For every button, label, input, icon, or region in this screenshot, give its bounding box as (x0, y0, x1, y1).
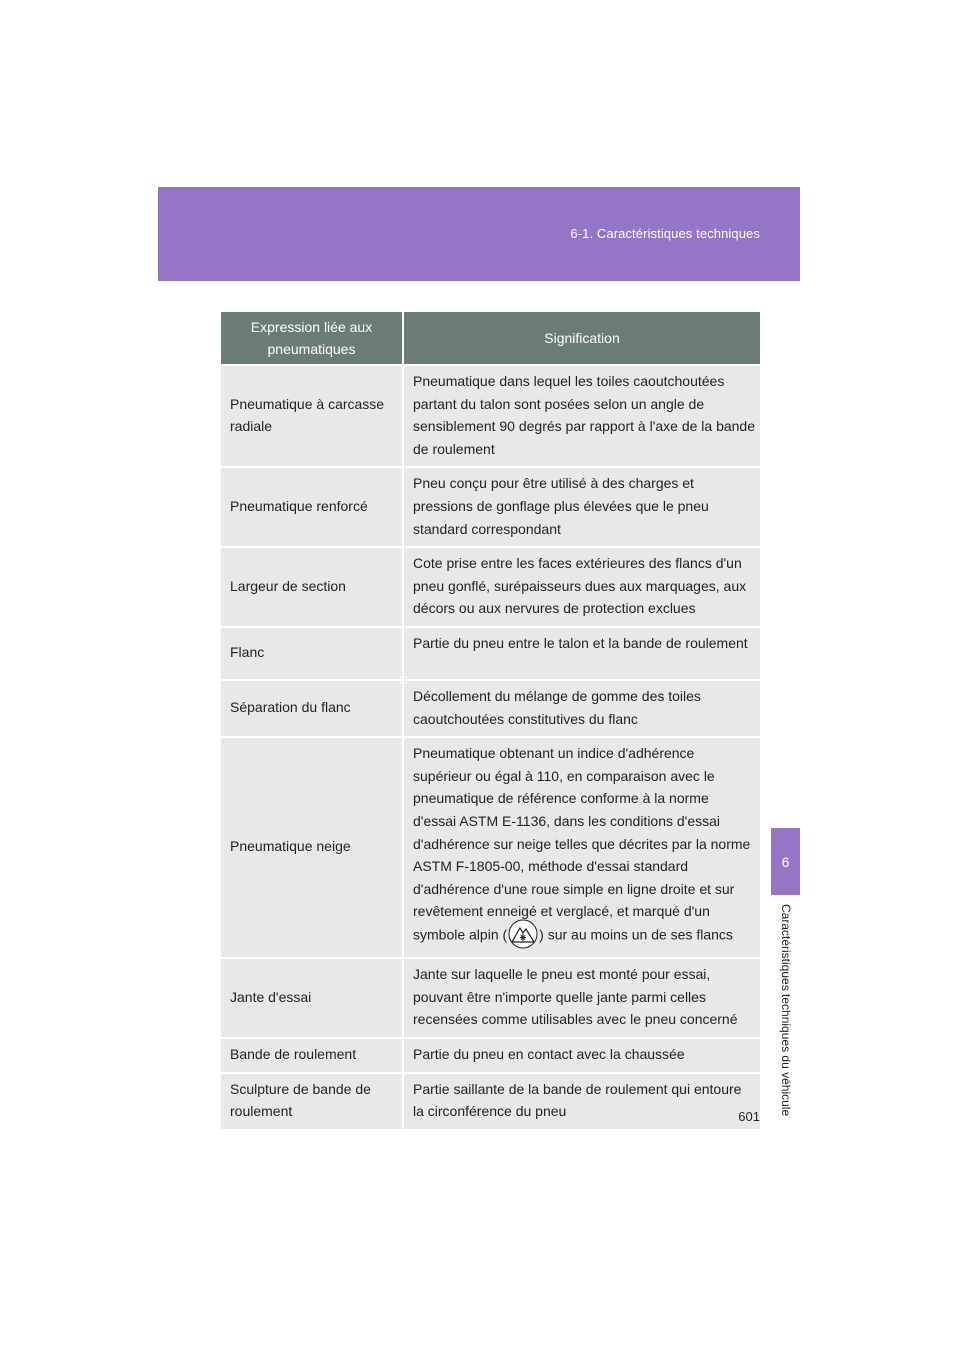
definition-cell: Jante sur laquelle le pneu est monté pour essai, pouvant être n'importe quelle jante parmi celles recensées comme utilisables avec le pneu concerné (403, 958, 760, 1038)
chapter-tab: 6 (771, 828, 800, 895)
alpine-snowflake-icon (508, 919, 538, 949)
table-row (221, 547, 760, 627)
definition-cell: Décollement du mélange de gomme des toiles caoutchoutées constitutives du flanc (403, 680, 760, 737)
table-header-row (221, 312, 760, 365)
section-title: 6-1. Caractéristiques techniques (570, 226, 760, 241)
table-row (221, 1073, 760, 1129)
table-row (221, 467, 760, 547)
table-row (221, 627, 760, 680)
definition-cell (403, 737, 760, 958)
column-header-term: Expression liée aux pneumatiques (221, 312, 403, 365)
term-cell: Pneumatique à carcasse radiale (221, 365, 403, 467)
page-number: 601 (738, 1109, 760, 1124)
table-row (221, 958, 760, 1038)
term-cell: Flanc (221, 627, 403, 680)
term-cell: Séparation du flanc (221, 680, 403, 737)
definition-text: Pneumatique obtenant un indice d'adhérence supérieur ou égal à 110, en comparaison avec le pneumatique de référence conforme à la norme d'essai ASTM E-1136, dans les conditions d'essai d'adhérence sur neige telles que décrites par la norme ASTM F-1805-00, méthode d'essai standard d'adhérence d'une roue simple en ligne droite et sur revêtement enneigé et verglacé, et marqué d'un symbole alpin ( (413, 745, 751, 943)
definition-text: ) sur au moins un de ses flancs (539, 926, 733, 943)
tire-terms-table (221, 312, 760, 1129)
definition-cell: Cote prise entre les faces extérieures des flancs d'un pneu gonflé, surépaisseurs dues aux marquages, aux décors ou aux nervures de protection exclues (403, 547, 760, 627)
term-cell: Pneumatique renforcé (221, 467, 403, 547)
definition-cell: Partie saillante de la bande de roulement qui entoure la circonférence du pneu (403, 1073, 760, 1129)
definition-cell: Partie du pneu en contact avec la chaussée (403, 1038, 760, 1073)
chapter-header-band (158, 187, 800, 281)
table-row (221, 1038, 760, 1073)
definition-cell: Partie du pneu entre le talon et la bande de roulement (403, 627, 760, 680)
chapter-side-label: Caractéristiques techniques du véhicule (779, 904, 793, 1117)
term-cell: Pneumatique neige (221, 737, 403, 958)
term-cell: Jante d'essai (221, 958, 403, 1038)
definition-cell: Pneumatique dans lequel les toiles caoutchoutées partant du talon sont posées selon un angle de sensiblement 90 degrés par rapport à l'axe de la bande de roulement (403, 365, 760, 467)
term-cell: Sculpture de bande de roulement (221, 1073, 403, 1129)
table-row (221, 365, 760, 467)
table-row (221, 680, 760, 737)
column-header-meaning: Signification (403, 312, 760, 365)
definition-cell: Pneu conçu pour être utilisé à des charges et pressions de gonflage plus élevées que le pneu standard correspondant (403, 467, 760, 547)
term-cell: Bande de roulement (221, 1038, 403, 1073)
table-row (221, 737, 760, 958)
term-cell: Largeur de section (221, 547, 403, 627)
